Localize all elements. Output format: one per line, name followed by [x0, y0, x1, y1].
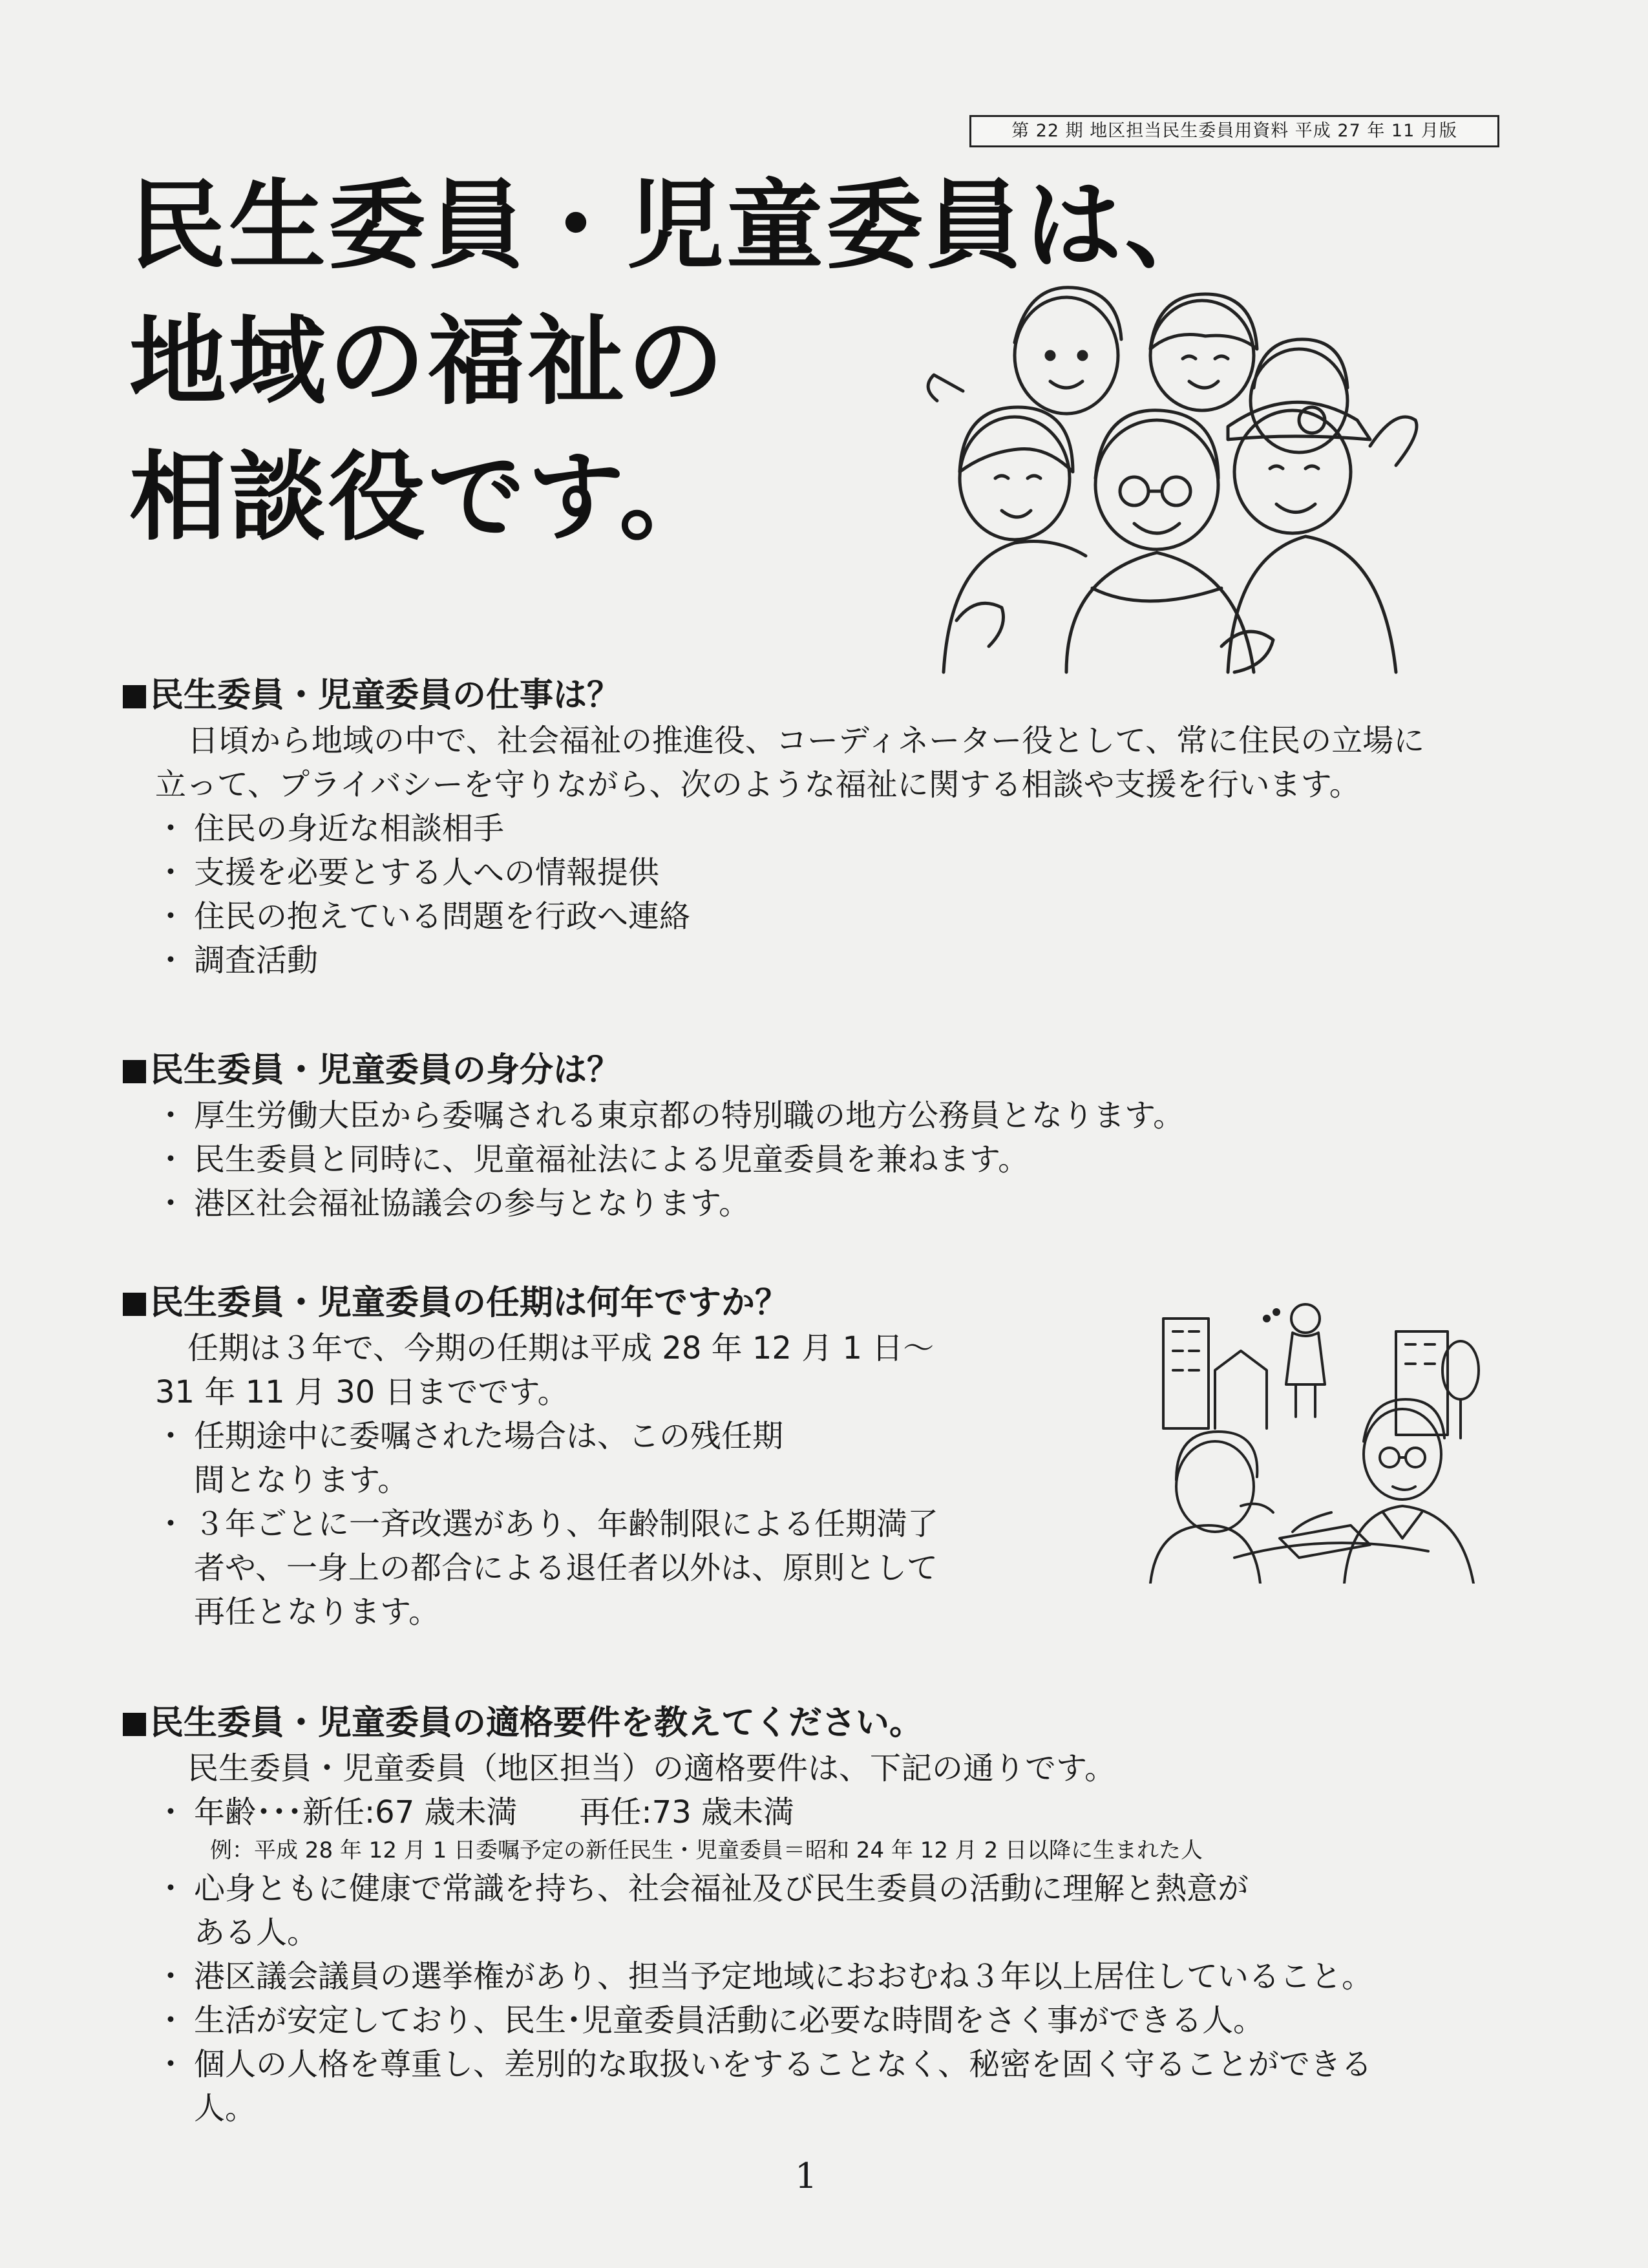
bullet-list — [123, 807, 1512, 982]
title-line-2: 地域の福祉の — [129, 306, 727, 418]
bullet-list — [123, 1867, 1512, 2130]
section-status — [123, 1047, 1512, 1225]
square-bullet-icon — [123, 1713, 146, 1736]
section-heading: 民生委員・児童委員の仕事は？ — [123, 672, 1512, 719]
bullet-list — [123, 1790, 1512, 1834]
list-item: ・ 港区社会福祉協議会の参与となります。 — [123, 1182, 1512, 1225]
list-item: ・ 港区議会議員の選挙権があり、担当予定地域におおむね３年以上居住していること。 — [123, 1955, 1512, 1998]
square-bullet-icon — [123, 1293, 146, 1316]
list-item: ・ 年齢･･･新任:67 歳未満 再任:73 歳未満 — [123, 1790, 1512, 1834]
list-item: ・ 任期途中に委嘱された場合は、この残任期 間となります。 — [123, 1414, 1512, 1502]
list-item: ・ ３年ごとに一斉改選があり、年齢制限による任期満了 者や、一身上の都合による退任者以外は、原則として 再任となります。 — [123, 1502, 1512, 1634]
page-number: 1 — [795, 2156, 818, 2196]
list-item: ・ 厚生労働大臣から委嘱される東京都の特別職の地方公務員となります。 — [123, 1094, 1512, 1138]
list-item: ・ 生活が安定しており、民生･児童委員活動に必要な時間をさく事ができる人。 — [123, 1998, 1512, 2042]
list-item: ・ 住民の抱えている問題を行政へ連絡 — [123, 895, 1512, 938]
paragraph-line: 31 年 11 月 30 日までです。 — [155, 1374, 569, 1410]
list-item: ・ 心身ともに健康で常識を持ち、社会福祉及び民生委員の活動に理解と熱意が ある人。 — [123, 1867, 1512, 1955]
list-item: ・ 個人の人格を尊重し、差別的な取扱いをすることなく、秘密を固く守ることができる 人。 — [123, 2042, 1512, 2130]
paragraph-line: 任期は３年で、今期の任期は平成 28 年 12 月 1 日～ — [187, 1330, 935, 1366]
section-requirements — [123, 1700, 1512, 2130]
paragraph-line: 民生委員・児童委員（地区担当）の適格要件は、下記の通りです。 — [187, 1750, 1116, 1786]
smiling-group-illustration — [918, 284, 1435, 685]
example-note: 例：平成 28 年 12 月 1 日委嘱予定の新任民生・児童委員＝昭和 24 年 12 月 2 日以降に生まれた人 — [210, 1838, 1203, 1863]
consultation-illustration — [1137, 1293, 1486, 1584]
paragraph-line: 日頃から地域の中で、社会福祉の推進役、コーディネーター役として、常に住民の立場に — [187, 723, 1425, 759]
title-line-3: 相談役です。 — [129, 441, 719, 554]
list-item: ・ 調査活動 — [123, 938, 1512, 982]
list-item: ・ 民生委員と同時に、児童福祉法による児童委員を兼ねます。 — [123, 1138, 1512, 1182]
section-heading: 民生委員・児童委員の適格要件を教えてください。 — [123, 1700, 1512, 1746]
title-line-1: 民生委員・児童委員は、 — [129, 170, 1225, 282]
edition-tag: 第 22 期 地区担当民生委員用資料 平成 27 年 11 月版 — [969, 115, 1499, 147]
list-item: ・ 住民の身近な相談相手 — [123, 807, 1512, 851]
paragraph-line: 立って、プライバシーを守りながら、次のような福祉に関する相談や支援を行います。 — [155, 767, 1360, 803]
section-heading: 民生委員・児童委員の任期は何年ですか？ — [123, 1280, 1512, 1326]
square-bullet-icon — [123, 1060, 146, 1083]
section-duties — [123, 672, 1512, 982]
square-bullet-icon — [123, 685, 146, 708]
section-heading: 民生委員・児童委員の身分は？ — [123, 1047, 1512, 1094]
bullet-list — [123, 1094, 1512, 1225]
list-item: ・ 支援を必要とする人への情報提供 — [123, 851, 1512, 895]
